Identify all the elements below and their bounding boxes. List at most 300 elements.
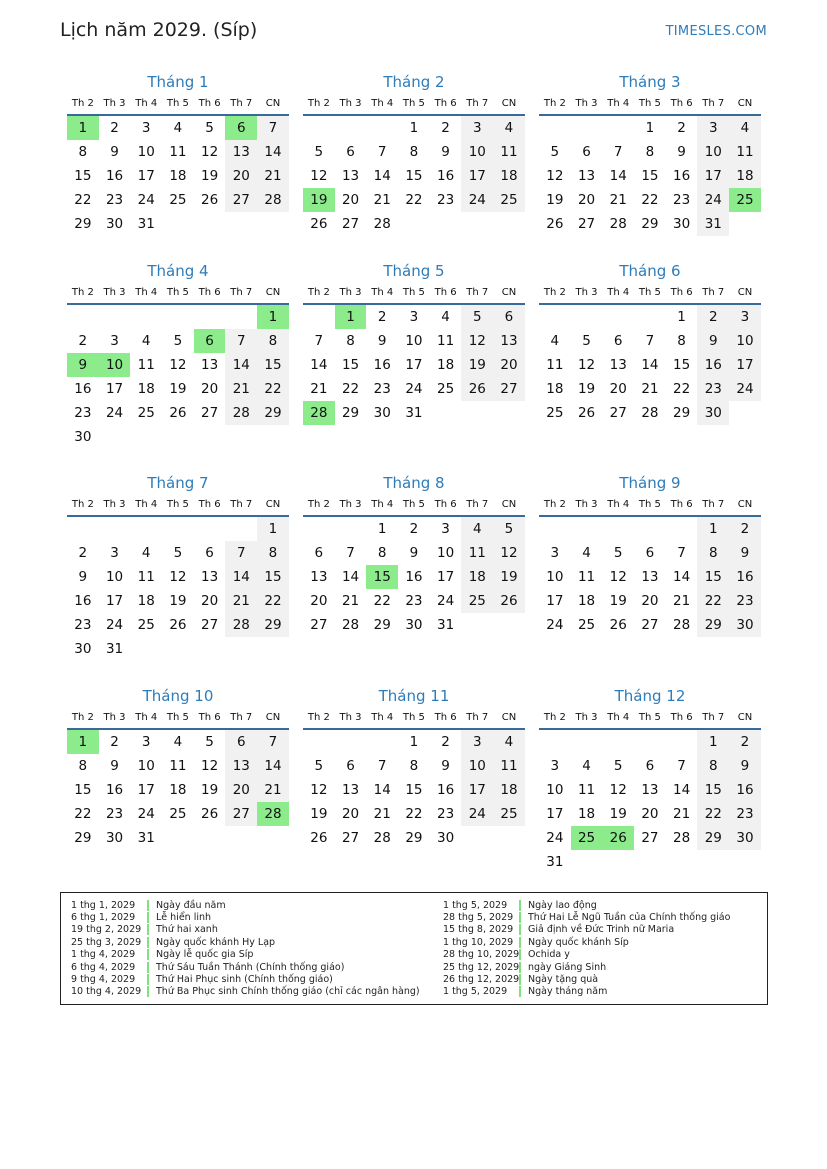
day-cell[interactable]: 20 xyxy=(225,778,257,802)
day-cell[interactable]: 23 xyxy=(673,192,691,208)
day-cell[interactable]: 3 xyxy=(409,309,419,325)
day-cell[interactable]: 20 xyxy=(493,353,525,377)
day-cell[interactable]: 17 xyxy=(546,593,564,609)
day-cell[interactable]: 19 xyxy=(201,168,219,184)
day-cell[interactable]: 8 xyxy=(78,758,88,774)
day-cell[interactable]: 1 xyxy=(257,517,289,541)
day-cell[interactable]: 19 xyxy=(493,565,525,589)
day-cell[interactable]: 27 xyxy=(225,188,257,212)
day-cell[interactable]: 6 xyxy=(582,144,591,160)
day-cell[interactable]: 12 xyxy=(310,168,328,184)
day-cell[interactable]: 23 xyxy=(105,192,124,208)
day-cell[interactable]: 5 xyxy=(582,333,591,349)
day-cell[interactable]: 15 xyxy=(366,565,398,589)
day-cell[interactable]: 8 xyxy=(697,541,729,565)
day-cell[interactable]: 1 xyxy=(409,120,419,136)
day-cell[interactable]: 4 xyxy=(141,545,151,561)
day-cell[interactable]: 21 xyxy=(641,381,659,397)
day-cell[interactable]: 9 xyxy=(377,333,387,349)
day-cell[interactable]: 10 xyxy=(729,329,761,353)
day-cell[interactable]: 10 xyxy=(137,144,155,160)
day-cell[interactable]: 24 xyxy=(137,806,155,822)
day-cell[interactable]: 4 xyxy=(173,734,183,750)
day-cell[interactable]: 22 xyxy=(74,192,92,208)
day-cell[interactable]: 21 xyxy=(310,381,328,397)
day-cell[interactable]: 24 xyxy=(729,377,761,401)
day-cell[interactable]: 29 xyxy=(641,216,659,232)
day-cell[interactable]: 8 xyxy=(78,144,88,160)
day-cell[interactable]: 14 xyxy=(641,357,659,373)
day-cell[interactable]: 27 xyxy=(310,617,328,633)
day-cell[interactable]: 22 xyxy=(373,593,391,609)
day-cell[interactable]: 30 xyxy=(105,216,124,232)
day-cell[interactable]: 9 xyxy=(409,545,419,561)
day-cell[interactable]: 24 xyxy=(697,188,729,212)
day-cell[interactable]: 4 xyxy=(493,730,525,754)
day-cell[interactable]: 18 xyxy=(137,381,155,397)
day-cell[interactable]: 8 xyxy=(645,144,655,160)
day-cell[interactable]: 7 xyxy=(677,758,686,774)
day-cell[interactable]: 10 xyxy=(99,353,131,377)
day-cell[interactable]: 14 xyxy=(609,168,627,184)
day-cell[interactable]: 24 xyxy=(437,593,455,609)
day-cell[interactable]: 8 xyxy=(377,545,387,561)
day-cell[interactable]: 25 xyxy=(571,826,603,850)
day-cell[interactable]: 11 xyxy=(493,140,525,164)
day-cell[interactable]: 25 xyxy=(577,617,596,633)
day-cell[interactable]: 20 xyxy=(341,192,360,208)
day-cell[interactable]: 30 xyxy=(437,830,455,846)
day-cell[interactable]: 9 xyxy=(67,353,99,377)
day-cell[interactable]: 2 xyxy=(441,120,450,136)
day-cell[interactable]: 9 xyxy=(729,754,761,778)
day-cell[interactable]: 1 xyxy=(409,734,419,750)
day-cell[interactable]: 5 xyxy=(613,545,623,561)
day-cell[interactable]: 9 xyxy=(441,144,450,160)
day-cell[interactable]: 25 xyxy=(169,192,187,208)
day-cell[interactable]: 21 xyxy=(225,589,257,613)
day-cell[interactable]: 31 xyxy=(546,854,564,870)
day-cell[interactable]: 23 xyxy=(729,802,761,826)
day-cell[interactable]: 5 xyxy=(550,144,560,160)
day-cell[interactable]: 13 xyxy=(493,329,525,353)
day-cell[interactable]: 8 xyxy=(409,144,419,160)
day-cell[interactable]: 26 xyxy=(546,216,564,232)
day-cell[interactable]: 23 xyxy=(437,192,455,208)
day-cell[interactable]: 9 xyxy=(729,541,761,565)
day-cell[interactable]: 12 xyxy=(201,758,219,774)
day-cell[interactable]: 20 xyxy=(341,806,360,822)
day-cell[interactable]: 12 xyxy=(461,329,493,353)
day-cell[interactable]: 15 xyxy=(74,168,92,184)
day-cell[interactable]: 10 xyxy=(137,758,155,774)
day-cell[interactable]: 26 xyxy=(169,405,187,421)
day-cell[interactable]: 23 xyxy=(697,377,729,401)
day-cell[interactable]: 13 xyxy=(310,569,328,585)
day-cell[interactable]: 23 xyxy=(373,381,391,397)
day-cell[interactable]: 15 xyxy=(697,778,729,802)
day-cell[interactable]: 19 xyxy=(169,593,187,609)
day-cell[interactable]: 7 xyxy=(645,333,655,349)
day-cell[interactable]: 5 xyxy=(173,333,183,349)
day-cell[interactable]: 17 xyxy=(461,778,493,802)
day-cell[interactable]: 23 xyxy=(74,617,92,633)
day-cell[interactable]: 5 xyxy=(205,120,214,136)
day-cell[interactable]: 7 xyxy=(257,730,289,754)
day-cell[interactable]: 14 xyxy=(341,569,360,585)
day-cell[interactable]: 6 xyxy=(645,758,655,774)
day-cell[interactable]: 18 xyxy=(493,164,525,188)
day-cell[interactable]: 28 xyxy=(257,188,289,212)
day-cell[interactable]: 13 xyxy=(641,569,659,585)
day-cell[interactable]: 14 xyxy=(673,569,691,585)
day-cell[interactable]: 19 xyxy=(577,381,596,397)
day-cell[interactable]: 29 xyxy=(697,826,729,850)
day-cell[interactable]: 17 xyxy=(105,593,124,609)
day-cell[interactable]: 13 xyxy=(577,168,596,184)
day-cell[interactable]: 12 xyxy=(577,357,596,373)
day-cell[interactable]: 7 xyxy=(225,541,257,565)
day-cell[interactable]: 28 xyxy=(257,802,289,826)
day-cell[interactable]: 24 xyxy=(461,802,493,826)
day-cell[interactable]: 25 xyxy=(729,188,761,212)
day-cell[interactable]: 1 xyxy=(697,730,729,754)
day-cell[interactable]: 10 xyxy=(405,333,423,349)
day-cell[interactable]: 24 xyxy=(546,830,564,846)
day-cell[interactable]: 10 xyxy=(105,569,124,585)
day-cell[interactable]: 11 xyxy=(169,144,187,160)
day-cell[interactable]: 28 xyxy=(641,405,659,421)
day-cell[interactable]: 11 xyxy=(461,541,493,565)
day-cell[interactable]: 2 xyxy=(409,521,419,537)
day-cell[interactable]: 16 xyxy=(697,353,729,377)
day-cell[interactable]: 14 xyxy=(225,353,257,377)
day-cell[interactable]: 3 xyxy=(697,116,729,140)
day-cell[interactable]: 11 xyxy=(169,758,187,774)
day-cell[interactable]: 1 xyxy=(67,730,99,754)
day-cell[interactable]: 11 xyxy=(137,569,155,585)
day-cell[interactable]: 22 xyxy=(641,192,659,208)
day-cell[interactable]: 30 xyxy=(673,216,691,232)
day-cell[interactable]: 21 xyxy=(257,778,289,802)
day-cell[interactable]: 22 xyxy=(405,192,423,208)
day-cell[interactable]: 20 xyxy=(201,381,219,397)
day-cell[interactable]: 10 xyxy=(461,140,493,164)
day-cell[interactable]: 15 xyxy=(74,782,92,798)
day-cell[interactable]: 4 xyxy=(582,758,591,774)
day-cell[interactable]: 20 xyxy=(577,192,596,208)
day-cell[interactable]: 2 xyxy=(697,305,729,329)
day-cell[interactable]: 21 xyxy=(341,593,360,609)
day-cell[interactable]: 8 xyxy=(697,754,729,778)
day-cell[interactable]: 10 xyxy=(461,754,493,778)
day-cell[interactable]: 25 xyxy=(137,405,155,421)
day-cell[interactable]: 31 xyxy=(137,216,155,232)
day-cell[interactable]: 13 xyxy=(225,754,257,778)
day-cell[interactable]: 7 xyxy=(377,144,387,160)
day-cell[interactable]: 15 xyxy=(405,782,423,798)
day-cell[interactable]: 6 xyxy=(645,545,655,561)
day-cell[interactable]: 23 xyxy=(405,593,423,609)
day-cell[interactable]: 12 xyxy=(169,357,187,373)
day-cell[interactable]: 16 xyxy=(74,593,92,609)
day-cell[interactable]: 16 xyxy=(673,168,691,184)
day-cell[interactable]: 30 xyxy=(729,613,761,637)
day-cell[interactable]: 15 xyxy=(673,357,691,373)
day-cell[interactable]: 25 xyxy=(169,806,187,822)
day-cell[interactable]: 1 xyxy=(67,116,99,140)
day-cell[interactable]: 21 xyxy=(673,593,691,609)
day-cell[interactable]: 13 xyxy=(201,357,219,373)
day-cell[interactable]: 16 xyxy=(437,782,455,798)
day-cell[interactable]: 27 xyxy=(493,377,525,401)
day-cell[interactable]: 16 xyxy=(729,778,761,802)
day-cell[interactable]: 6 xyxy=(493,305,525,329)
day-cell[interactable]: 7 xyxy=(377,758,387,774)
day-cell[interactable]: 4 xyxy=(441,309,450,325)
day-cell[interactable]: 9 xyxy=(697,329,729,353)
day-cell[interactable]: 25 xyxy=(546,405,564,421)
day-cell[interactable]: 18 xyxy=(729,164,761,188)
day-cell[interactable]: 2 xyxy=(78,545,88,561)
day-cell[interactable]: 16 xyxy=(437,168,455,184)
day-cell[interactable]: 30 xyxy=(105,830,124,846)
day-cell[interactable]: 9 xyxy=(110,144,119,160)
day-cell[interactable]: 16 xyxy=(405,569,423,585)
day-cell[interactable]: 6 xyxy=(225,116,257,140)
day-cell[interactable]: 4 xyxy=(550,333,560,349)
day-cell[interactable]: 28 xyxy=(373,830,391,846)
day-cell[interactable]: 29 xyxy=(697,613,729,637)
day-cell[interactable]: 27 xyxy=(341,216,360,232)
day-cell[interactable]: 28 xyxy=(673,617,691,633)
day-cell[interactable]: 24 xyxy=(137,192,155,208)
day-cell[interactable]: 16 xyxy=(74,381,92,397)
day-cell[interactable]: 28 xyxy=(609,216,627,232)
day-cell[interactable]: 11 xyxy=(577,782,596,798)
day-cell[interactable]: 29 xyxy=(341,405,360,421)
day-cell[interactable]: 11 xyxy=(137,357,155,373)
day-cell[interactable]: 26 xyxy=(310,216,328,232)
day-cell[interactable]: 22 xyxy=(697,802,729,826)
day-cell[interactable]: 29 xyxy=(74,830,92,846)
day-cell[interactable]: 4 xyxy=(493,116,525,140)
day-cell[interactable]: 18 xyxy=(493,778,525,802)
day-cell[interactable]: 3 xyxy=(729,305,761,329)
day-cell[interactable]: 20 xyxy=(310,593,328,609)
day-cell[interactable]: 23 xyxy=(105,806,124,822)
day-cell[interactable]: 18 xyxy=(169,168,187,184)
day-cell[interactable]: 4 xyxy=(461,517,493,541)
day-cell[interactable]: 28 xyxy=(225,401,257,425)
day-cell[interactable]: 29 xyxy=(405,830,423,846)
day-cell[interactable]: 18 xyxy=(461,565,493,589)
day-cell[interactable]: 3 xyxy=(141,120,151,136)
day-cell[interactable]: 19 xyxy=(201,782,219,798)
day-cell[interactable]: 20 xyxy=(201,593,219,609)
day-cell[interactable]: 12 xyxy=(201,144,219,160)
day-cell[interactable]: 6 xyxy=(613,333,623,349)
day-cell[interactable]: 12 xyxy=(310,782,328,798)
day-cell[interactable]: 9 xyxy=(78,569,88,585)
day-cell[interactable]: 7 xyxy=(225,329,257,353)
day-cell[interactable]: 16 xyxy=(373,357,391,373)
day-cell[interactable]: 22 xyxy=(405,806,423,822)
day-cell[interactable]: 25 xyxy=(437,381,455,397)
day-cell[interactable]: 26 xyxy=(493,589,525,613)
day-cell[interactable]: 25 xyxy=(461,589,493,613)
day-cell[interactable]: 22 xyxy=(257,589,289,613)
day-cell[interactable]: 31 xyxy=(437,617,455,633)
day-cell[interactable]: 20 xyxy=(641,806,659,822)
day-cell[interactable]: 14 xyxy=(310,357,328,373)
day-cell[interactable]: 29 xyxy=(673,405,691,421)
day-cell[interactable]: 2 xyxy=(729,517,761,541)
day-cell[interactable]: 14 xyxy=(225,565,257,589)
day-cell[interactable]: 5 xyxy=(314,144,324,160)
day-cell[interactable]: 16 xyxy=(729,565,761,589)
day-cell[interactable]: 22 xyxy=(74,806,92,822)
day-cell[interactable]: 12 xyxy=(546,168,564,184)
day-cell[interactable]: 11 xyxy=(729,140,761,164)
day-cell[interactable]: 5 xyxy=(461,305,493,329)
day-cell[interactable]: 28 xyxy=(341,617,360,633)
day-cell[interactable]: 9 xyxy=(110,758,119,774)
day-cell[interactable]: 6 xyxy=(194,329,226,353)
day-cell[interactable]: 15 xyxy=(257,353,289,377)
day-cell[interactable]: 6 xyxy=(346,144,355,160)
day-cell[interactable]: 1 xyxy=(677,309,686,325)
day-cell[interactable]: 27 xyxy=(341,830,360,846)
day-cell[interactable]: 26 xyxy=(310,830,328,846)
day-cell[interactable]: 28 xyxy=(303,401,335,425)
day-cell[interactable]: 7 xyxy=(346,545,355,561)
day-cell[interactable]: 19 xyxy=(609,806,627,822)
day-cell[interactable]: 17 xyxy=(405,357,423,373)
day-cell[interactable]: 27 xyxy=(201,405,219,421)
day-cell[interactable]: 13 xyxy=(341,782,360,798)
day-cell[interactable]: 30 xyxy=(373,405,391,421)
day-cell[interactable]: 26 xyxy=(201,192,219,208)
day-cell[interactable]: 18 xyxy=(577,806,596,822)
day-cell[interactable]: 9 xyxy=(677,144,686,160)
day-cell[interactable]: 13 xyxy=(341,168,360,184)
day-cell[interactable]: 18 xyxy=(169,782,187,798)
day-cell[interactable]: 19 xyxy=(303,188,335,212)
day-cell[interactable]: 5 xyxy=(205,734,214,750)
day-cell[interactable]: 18 xyxy=(437,357,455,373)
day-cell[interactable]: 29 xyxy=(257,401,289,425)
day-cell[interactable]: 21 xyxy=(373,192,391,208)
day-cell[interactable]: 9 xyxy=(441,758,450,774)
day-cell[interactable]: 8 xyxy=(409,758,419,774)
day-cell[interactable]: 24 xyxy=(546,617,564,633)
day-cell[interactable]: 6 xyxy=(225,730,257,754)
day-cell[interactable]: 19 xyxy=(609,593,627,609)
day-cell[interactable]: 13 xyxy=(225,140,257,164)
day-cell[interactable]: 31 xyxy=(405,405,423,421)
day-cell[interactable]: 23 xyxy=(74,405,92,421)
day-cell[interactable]: 19 xyxy=(169,381,187,397)
day-cell[interactable]: 19 xyxy=(461,353,493,377)
day-cell[interactable]: 30 xyxy=(405,617,423,633)
day-cell[interactable]: 12 xyxy=(169,569,187,585)
day-cell[interactable]: 17 xyxy=(461,164,493,188)
day-cell[interactable]: 14 xyxy=(257,140,289,164)
day-cell[interactable]: 26 xyxy=(201,806,219,822)
day-cell[interactable]: 29 xyxy=(257,613,289,637)
day-cell[interactable]: 11 xyxy=(546,357,564,373)
day-cell[interactable]: 4 xyxy=(582,545,591,561)
day-cell[interactable]: 25 xyxy=(493,188,525,212)
day-cell[interactable]: 21 xyxy=(609,192,627,208)
day-cell[interactable]: 18 xyxy=(546,381,564,397)
day-cell[interactable]: 5 xyxy=(173,545,183,561)
day-cell[interactable]: 8 xyxy=(677,333,686,349)
day-cell[interactable]: 29 xyxy=(373,617,391,633)
day-cell[interactable]: 7 xyxy=(257,116,289,140)
day-cell[interactable]: 26 xyxy=(169,617,187,633)
day-cell[interactable]: 8 xyxy=(257,329,289,353)
day-cell[interactable]: 5 xyxy=(493,517,525,541)
day-cell[interactable]: 7 xyxy=(677,545,686,561)
day-cell[interactable]: 8 xyxy=(257,541,289,565)
day-cell[interactable]: 30 xyxy=(697,401,729,425)
day-cell[interactable]: 26 xyxy=(461,377,493,401)
day-cell[interactable]: 2 xyxy=(441,734,450,750)
day-cell[interactable]: 12 xyxy=(609,782,627,798)
day-cell[interactable]: 28 xyxy=(673,830,691,846)
day-cell[interactable]: 6 xyxy=(205,545,214,561)
day-cell[interactable]: 31 xyxy=(137,830,155,846)
day-cell[interactable]: 2 xyxy=(110,120,119,136)
day-cell[interactable]: 20 xyxy=(641,593,659,609)
day-cell[interactable]: 11 xyxy=(493,754,525,778)
day-cell[interactable]: 15 xyxy=(697,565,729,589)
day-cell[interactable]: 17 xyxy=(546,806,564,822)
day-cell[interactable]: 10 xyxy=(697,140,729,164)
day-cell[interactable]: 3 xyxy=(141,734,151,750)
day-cell[interactable]: 7 xyxy=(613,144,623,160)
day-cell[interactable]: 4 xyxy=(141,333,151,349)
day-cell[interactable]: 5 xyxy=(613,758,623,774)
day-cell[interactable]: 16 xyxy=(105,168,124,184)
day-cell[interactable]: 28 xyxy=(225,613,257,637)
day-cell[interactable]: 3 xyxy=(110,333,119,349)
day-cell[interactable]: 24 xyxy=(105,617,124,633)
day-cell[interactable]: 1 xyxy=(335,305,367,329)
day-cell[interactable]: 21 xyxy=(225,377,257,401)
day-cell[interactable]: 19 xyxy=(310,806,328,822)
day-cell[interactable]: 19 xyxy=(546,192,564,208)
day-cell[interactable]: 17 xyxy=(105,381,124,397)
day-cell[interactable]: 17 xyxy=(437,569,455,585)
day-cell[interactable]: 26 xyxy=(602,826,634,850)
day-cell[interactable]: 8 xyxy=(346,333,355,349)
day-cell[interactable]: 3 xyxy=(461,116,493,140)
day-cell[interactable]: 30 xyxy=(74,641,92,657)
day-cell[interactable]: 4 xyxy=(729,116,761,140)
day-cell[interactable]: 27 xyxy=(577,216,596,232)
day-cell[interactable]: 15 xyxy=(641,168,659,184)
day-cell[interactable]: 2 xyxy=(78,333,88,349)
day-cell[interactable]: 15 xyxy=(257,565,289,589)
day-cell[interactable]: 14 xyxy=(373,782,391,798)
day-cell[interactable]: 17 xyxy=(137,168,155,184)
day-cell[interactable]: 23 xyxy=(729,589,761,613)
day-cell[interactable]: 3 xyxy=(550,758,560,774)
day-cell[interactable]: 17 xyxy=(729,353,761,377)
